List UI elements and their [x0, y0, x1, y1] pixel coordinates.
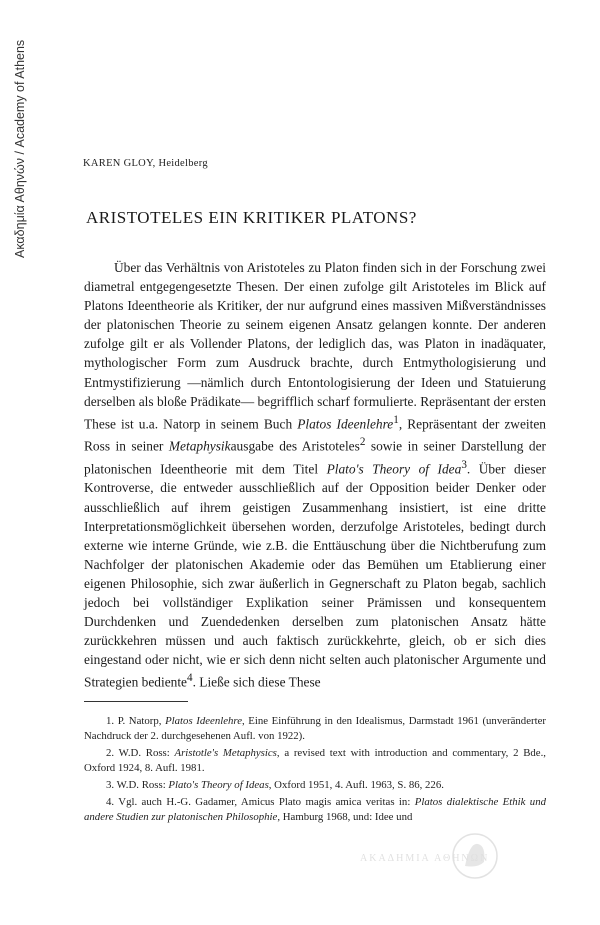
footnote-1-text: 1. P. Natorp, [106, 715, 166, 727]
footnote-4-title: Platos dialektische Ethik und andere Studien zur platonischen Philosophie [84, 796, 546, 823]
book-title-metaphysik: Metaphysik [168, 438, 231, 454]
footnote-3-title: Plato's Theory of Ideas [168, 779, 269, 791]
footnote-2-rest: , a revised text with introduction and commentary, 2 Bde., Oxford 1924, 8. Aufl. 1981. [84, 747, 546, 774]
author-line: KAREN GLOY, Heidelberg [83, 158, 208, 169]
footnote-1-title: Platos Ideenlehre [165, 715, 243, 727]
book-title-natorp: Platos Ideenlehre [297, 416, 394, 432]
body-text-6: . Ließe sich diese These [192, 674, 321, 690]
footnote-1 [84, 714, 546, 744]
footnote-3-text: 3. W.D. Ross: [106, 779, 169, 791]
book-title-ross: Plato's Theory of Idea [326, 461, 462, 477]
academy-watermark-seal [360, 832, 590, 882]
footnote-ref-2[interactable]: 2 [359, 436, 366, 449]
footnote-4 [84, 795, 546, 825]
footnote-ref-4[interactable]: 4 [187, 672, 193, 685]
seal-text: ΑΚΑΔΗΜΙΑ ΑΘΗΝΩΝ [360, 853, 490, 864]
footnote-2-title: Aristotle's Metaphysics [174, 747, 277, 759]
body-text-4: sowie in seiner Darstellung der platonischen Ideentheorie mit dem Titel [84, 438, 546, 477]
footnote-2 [84, 746, 546, 776]
body-text-1: Über das Verhältnis von Aristoteles zu Platon finden sich in der Forschung zwei diametral entgegengesetzte Thesen. Der einen zufolge gilt Aristoteles im Blick auf Platons Ideentheorie als Kritiker, der nur aufgrund eines massiven Mißverständnisses der platonischen Theorie zu seinem eigenen Ansatz gelangen konnte. Der anderen zufolge gilt er als Vollender Platons, der lediglich das, was Platon in inadäquater, mythologischer Form zum Ausdruck brachte, durch Entmythologisierung und Entmystifizierung —nämlich durch Entontologisierung der Ideen und Statuierung derselben als bloße Prädikate— begrifflich scharf formulierte. Repräsentant der ersten These ist u.a. Natorp in seinem Buch [84, 260, 546, 432]
footnotes [84, 714, 546, 827]
body-text-5: . Über dieser Kontroverse, die entweder ausschließlich auf der Opposition beider Denker oder ausschließlich auf ihrem geistigen Zusammenhang insistiert, ist eine dritte Interpretationsmöglichkeit übersehen worden, derzufolge Aristoteles, bedingt durch externe wie interne Gründe, wie z.B. die Enttäuschung über die Nichtberufung zum Nachfolger der platonischen Akademie oder das Bemühen um Etablierung einer eigenen Philosophie, sich zwar äußerlich in Gegnerschaft zu Platon begab, sachlich jedoch bei vollständiger Explikation seiner Prämissen und konsequentem Durchdenken und Zuendedenken derselben zum platonischen Ansatz hätte zurückkehren müssen und auch faktisch zurückkehrte, gleich, ob er sich dies eingestand oder nicht, wie er sich denn nicht selten auch platonischer Argumente und Strategien bediente [84, 461, 546, 690]
footnote-ref-1[interactable]: 1 [393, 413, 399, 426]
footnote-ref-3[interactable]: 3 [461, 458, 467, 471]
footnote-4-text: 4. Vgl. auch H.-G. Gadamer, Amicus Plato magis amica veritas in: [106, 796, 415, 808]
body-text-2: , Repräsentant der zweiten Ross in seiner [84, 416, 547, 454]
body-paragraph [84, 258, 546, 692]
footnote-1-rest: , Eine Einführung in den Idealismus, Darmstadt 1961 (unveränderter Nachdruck der 2. durchgesehenen Aufl. von 1922). [84, 715, 546, 742]
article-title: ARISTOTELES EIN KRITIKER PLATONS? [86, 208, 417, 227]
footnote-3 [84, 778, 546, 793]
footnote-divider [84, 701, 188, 702]
footnote-3-rest: , Oxford 1951, 4. Aufl. 1963, S. 86, 226. [268, 779, 444, 791]
archive-side-label: Ακαδημία Αθηνών / Academy of Athens [13, 39, 27, 259]
footnote-4-rest: , Hamburg 1968, und: Idee und [277, 811, 413, 823]
body-text-3: ausgabe des Aristoteles [230, 438, 360, 454]
footnote-2-text: 2. W.D. Ross: [106, 747, 175, 759]
